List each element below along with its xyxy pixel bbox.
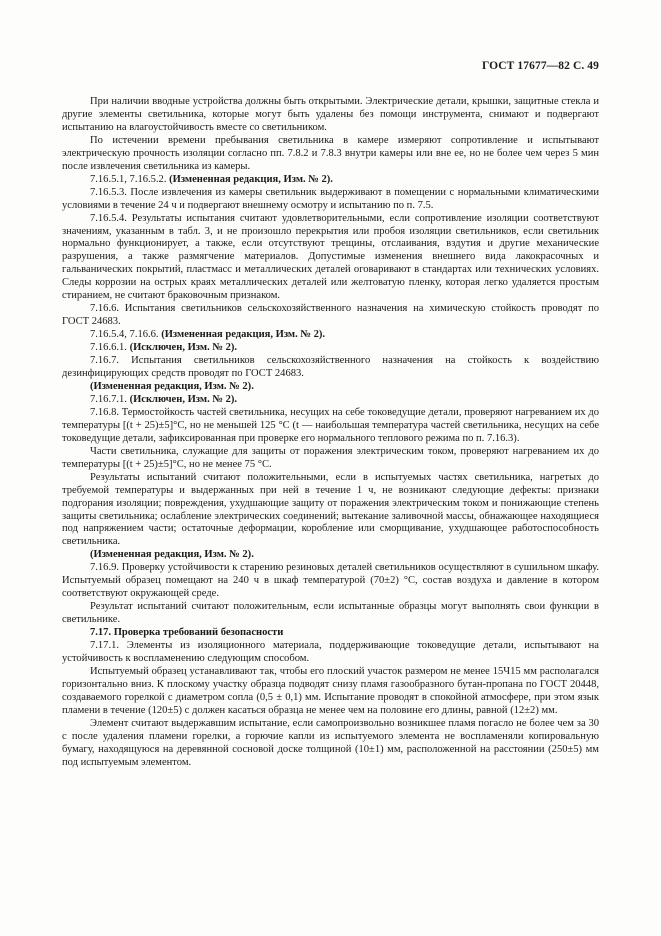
paragraph-text: 7.16.6. Испытания светильников сельскохозяйственного назначения на химическую стойкость проводят по ГОСТ 24683. [62,303,599,328]
paragraph [62,562,599,601]
page-header: ГОСТ 17677—82 С. 49 [481,60,599,72]
paragraph-text: По истечении времени пребывания светильника в камере измеряют сопротивление и испытывают электрическую прочность изоляции согласно пп. 7.8.2 и 7.8.3 внутри камеры или вне ее, но не более чем через 5 мин после извлечения светильника из камеры. [62,134,599,172]
paragraph [62,627,599,640]
paragraph-text: Результаты испытаний считают положительными, если в испытуемых частях светильника, нагретых до требуемой температуры и выдержанных при ней в течение 1 ч, не возникают следующие дефекты: признаки подгорания изоляции; повреждения, ухудшающие защиту от поражения электрическим током и понижающие степень защиты светильника; ослабление электрических соединений; вытекание заливочной массы, обнажающее находящиеся под напряжением части; остаточные деформации, коробление или сморщивание, ухудшающее работоспособность светильника. [62,471,599,548]
paragraph [62,549,599,562]
paragraph-text: 7.16.7. Испытания светильников сельскохозяйственного назначения на стойкость к воздействию дезинфицирующих средств проводят по ГОСТ 24683. [62,355,599,380]
paragraph [62,666,599,718]
paragraph-bold-text: (Исключен, Изм. № 2). [129,393,237,405]
paragraph-bold-text: (Измененная редакция, Изм. № 2). [90,549,254,561]
paragraph-bold-text: (Измененная редакция, Изм. № 2). [169,173,333,185]
paragraph [62,329,599,342]
paragraph [62,601,599,627]
paragraph-text: 7.17.1. Элементы из изоляционного материала, поддерживающие токоведущие детали, испытывают на устойчивость к воспламенению следующим способом. [62,640,599,664]
paragraph [62,446,599,472]
paragraph-text: 7.16.9. Проверку устойчивости к старению резиновых деталей светильников осуществляют в сушильном шкафу. Испытуемый образец помещают на 240 ч в шкаф температурой (70±2) °С, состав воздуха и давление в котором соответствуют окружающей среде. [62,562,599,600]
paragraph-text: Результат испытаний считают положительным, если испытанные образцы могут выполнять свои функции в светильнике. [62,601,599,626]
paragraph-text: 7.16.6.1. [90,342,130,354]
paragraph [62,394,599,407]
paragraph-text: При наличии вводные устройства должны быть открытыми. Электрические детали, крышки, защитные стекла и другие элементы светильника, которые могут быть удалены без помощи инструмента, снимают и подвергают испытанию на влагоустойчивость вместе со светильником. [62,96,599,133]
paragraph-text: 7.16.8. Термостойкость частей светильника, несущих на себе токоведущие детали, проверяют нагреванием их до температуры [(t + 25)±5]°С, но не меньшей 125 °С (t — наибольшая температура частей светильника, несущих на себе токоведущие детали, зафиксированная при проверке его нормального теплового режима по п. 7.16.3). [62,406,599,444]
paragraph-text: 7.16.5.1, 7.16.5.2. [90,173,170,185]
paragraph [62,187,599,213]
paragraph [62,303,599,329]
paragraph [62,407,599,446]
paragraph-text: Испытуемый образец устанавливают так, чтобы его плоский участок размером не менее 15Ч15 мм располагался горизонтально вниз. К плоскому участку образца подводят снизу пламя газообразного бутан-пропана по ГОСТ 20448, создаваемого горелкой с диаметром сопла (0,5 ± 0,1) мм. Испытание проводят в спокойной атмосфере, при этом язык пламени в течение (120±5) с должен касаться образца не менее чем на половине его длины, равной (12±2) мм. [62,665,599,716]
paragraph [62,342,599,355]
paragraph [62,355,599,381]
paragraph-text: Части светильника, служащие для защиты от поражения электрическим током, проверяют нагреванием их до температуры [(t + 25)±5]°С, но не менее 75 °С. [62,445,599,470]
paragraph-text: 7.16.5.4, 7.16.6. [90,329,162,341]
paragraph-bold-text: 7.17. Проверка требований безопасности [90,627,284,639]
paragraph-text: 7.16.5.3. После извлечения из камеры светильник выдерживают в помещении с нормальными климатическими условиями в течение 24 ч и подвергают внешнему осмотру и испытанию по п. 7.5. [62,186,599,211]
paragraph [62,96,599,135]
paragraph [62,718,599,770]
document-body [62,96,599,770]
paragraph [62,213,599,304]
paragraph [62,381,599,394]
paragraph-text: Элемент считают выдержавшим испытание, если самопроизвольно возникшее пламя погасло не более чем за 30 с после удаления пламени горелки, а горючие капли из испытуемого элемента не воспламеняли копировальную бумагу, находящуюся на деревянной сосновой доске толщиной (10±1) мм, расположенной на расстоянии (250±5) мм под испытуемым элементом. [62,717,599,768]
paragraph-bold-text: (Измененная редакция, Изм. № 2). [161,329,326,341]
paragraph-bold-text: (Исключен, Изм. № 2). [129,342,237,354]
paragraph [62,174,599,187]
paragraph-text: 7.16.7.1. [90,393,130,405]
paragraph [62,640,599,666]
paragraph-text: 7.16.5.4. Результаты испытания считают удовлетворительными, если сопротивление изоляции соответствуют значениям, указанным в табл. 3, и не произошло перекрытия или пробоя изоляции светильников, если светильник нормально функционирует, а также, если отсутствуют трещины, отслаивания, вздутия и другие механические разрушения, а также размягчение материалов. Допустимые изменения внешнего вида лакокрасочных и гальванических покрытий, пластмасс и металлических деталей оговаривают в стандартах или технических условиях. Следы коррозии на острых краях металлических деталей или желтоватую пленку, которая легко удаляется простым стиранием, не считают браковочным признаком. [62,212,599,302]
paragraph [62,135,599,174]
paragraph [62,472,599,550]
paragraph-bold-text: (Измененная редакция, Изм. № 2). [90,380,254,392]
